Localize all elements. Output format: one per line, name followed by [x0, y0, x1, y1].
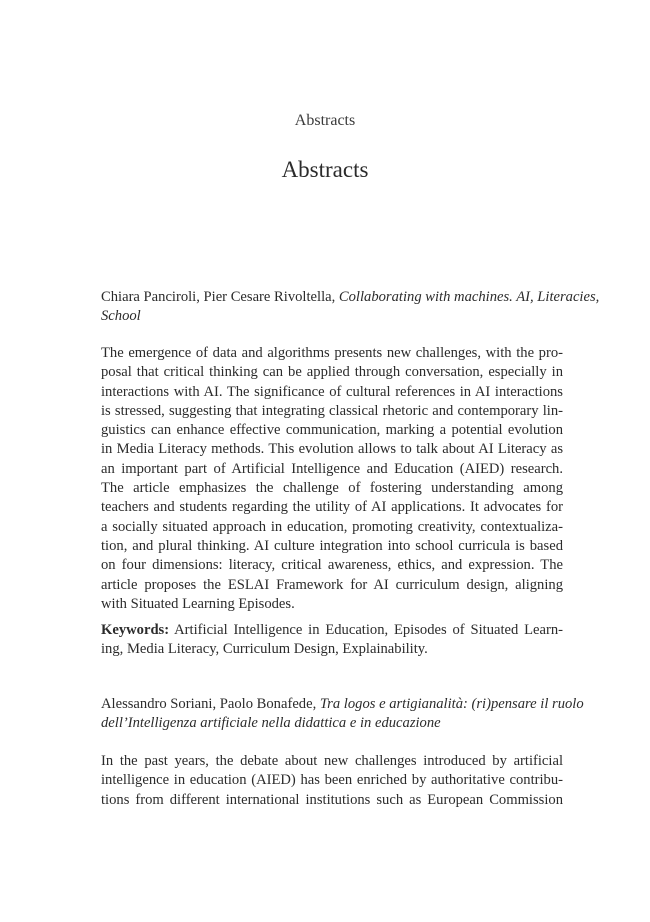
abstract-line: guistics can enhance effective communication, marking a potential evolution: [101, 422, 563, 439]
article1-title-line-2: School: [101, 308, 141, 325]
abstract-line: teachers and students regarding the utility of AI applications. It advocates for: [101, 499, 563, 516]
article2-abstract: [101, 752, 563, 810]
keywords-label: Keywords:: [101, 622, 170, 638]
abstract-line: is stressed, suggesting that integrating classical rhetoric and contemporary lin-: [101, 402, 563, 419]
abstract-line: posal that critical thinking can be applied through conversation, especially in: [101, 364, 563, 381]
article1-keywords: [101, 621, 563, 660]
article1-byline-line-2: [101, 307, 563, 326]
running-head: Abstracts: [294, 112, 356, 129]
abstract-line: The emergence of data and algorithms presents new challenges, with the pro-: [101, 345, 563, 361]
article2-title-line-2: dell’Intelligenza artificiale nella didattica e in educazione: [101, 715, 441, 732]
abstract-line: tion, and plural thinking. AI culture integration into school curricula is based: [101, 537, 563, 554]
abstract-line: interactions with AI. The significance of cultural references in AI interactions: [101, 383, 563, 400]
article2-byline-line-2: [101, 714, 563, 733]
article1-abstract: [101, 344, 563, 614]
article2-byline-line-1: [101, 695, 584, 714]
abstract-line: an important part of Artificial Intelligence and Education (AIED) research.: [101, 460, 563, 477]
keywords-line-1: [101, 621, 563, 640]
abstract-line: intelligence in education (AIED) has been enriched by authoritative contribu-: [101, 772, 563, 789]
keywords-text-1: Artificial Intelligence in Education, Episodes of Situated Learn-: [174, 622, 564, 638]
abstract-line: In the past years, the debate about new challenges introduced by artificial: [101, 753, 563, 769]
article1-byline: [101, 288, 600, 327]
abstract-line: with Situated Learning Episodes.: [101, 595, 295, 612]
abstract-line: on four dimensions: literacy, critical awareness, ethics, and expression. The: [101, 557, 563, 574]
article1-authors: Chiara Panciroli, Pier Cesare Rivoltella,: [101, 289, 336, 305]
abstract-line: a socially situated approach in education, promoting creativity, contextualiza-: [101, 518, 563, 535]
page-title: Abstracts: [281, 157, 369, 182]
article2-title-line-1: Tra logos e artigianalità: (ri)pensare il ruolo: [319, 696, 584, 712]
abstract-line: in Media Literacy methods. This evolution allows to talk about AI Literacy as: [101, 441, 563, 458]
abstract-line: tions from different international institutions such as European Commission: [101, 791, 563, 808]
article1-title-line-1: Collaborating with machines. AI, Literacies,: [338, 289, 600, 305]
article1-byline-line-1: [101, 288, 600, 307]
article2-authors: Alessandro Soriani, Paolo Bonafede,: [101, 696, 317, 712]
abstract-line: The article emphasizes the challenge of fostering understanding among: [101, 480, 563, 497]
article2-byline: [101, 695, 584, 734]
abstract-line: article proposes the ESLAI Framework for AI curriculum design, aligning: [101, 576, 563, 593]
keywords-text-2: ing, Media Literacy, Curriculum Design, Explainability.: [101, 641, 428, 658]
